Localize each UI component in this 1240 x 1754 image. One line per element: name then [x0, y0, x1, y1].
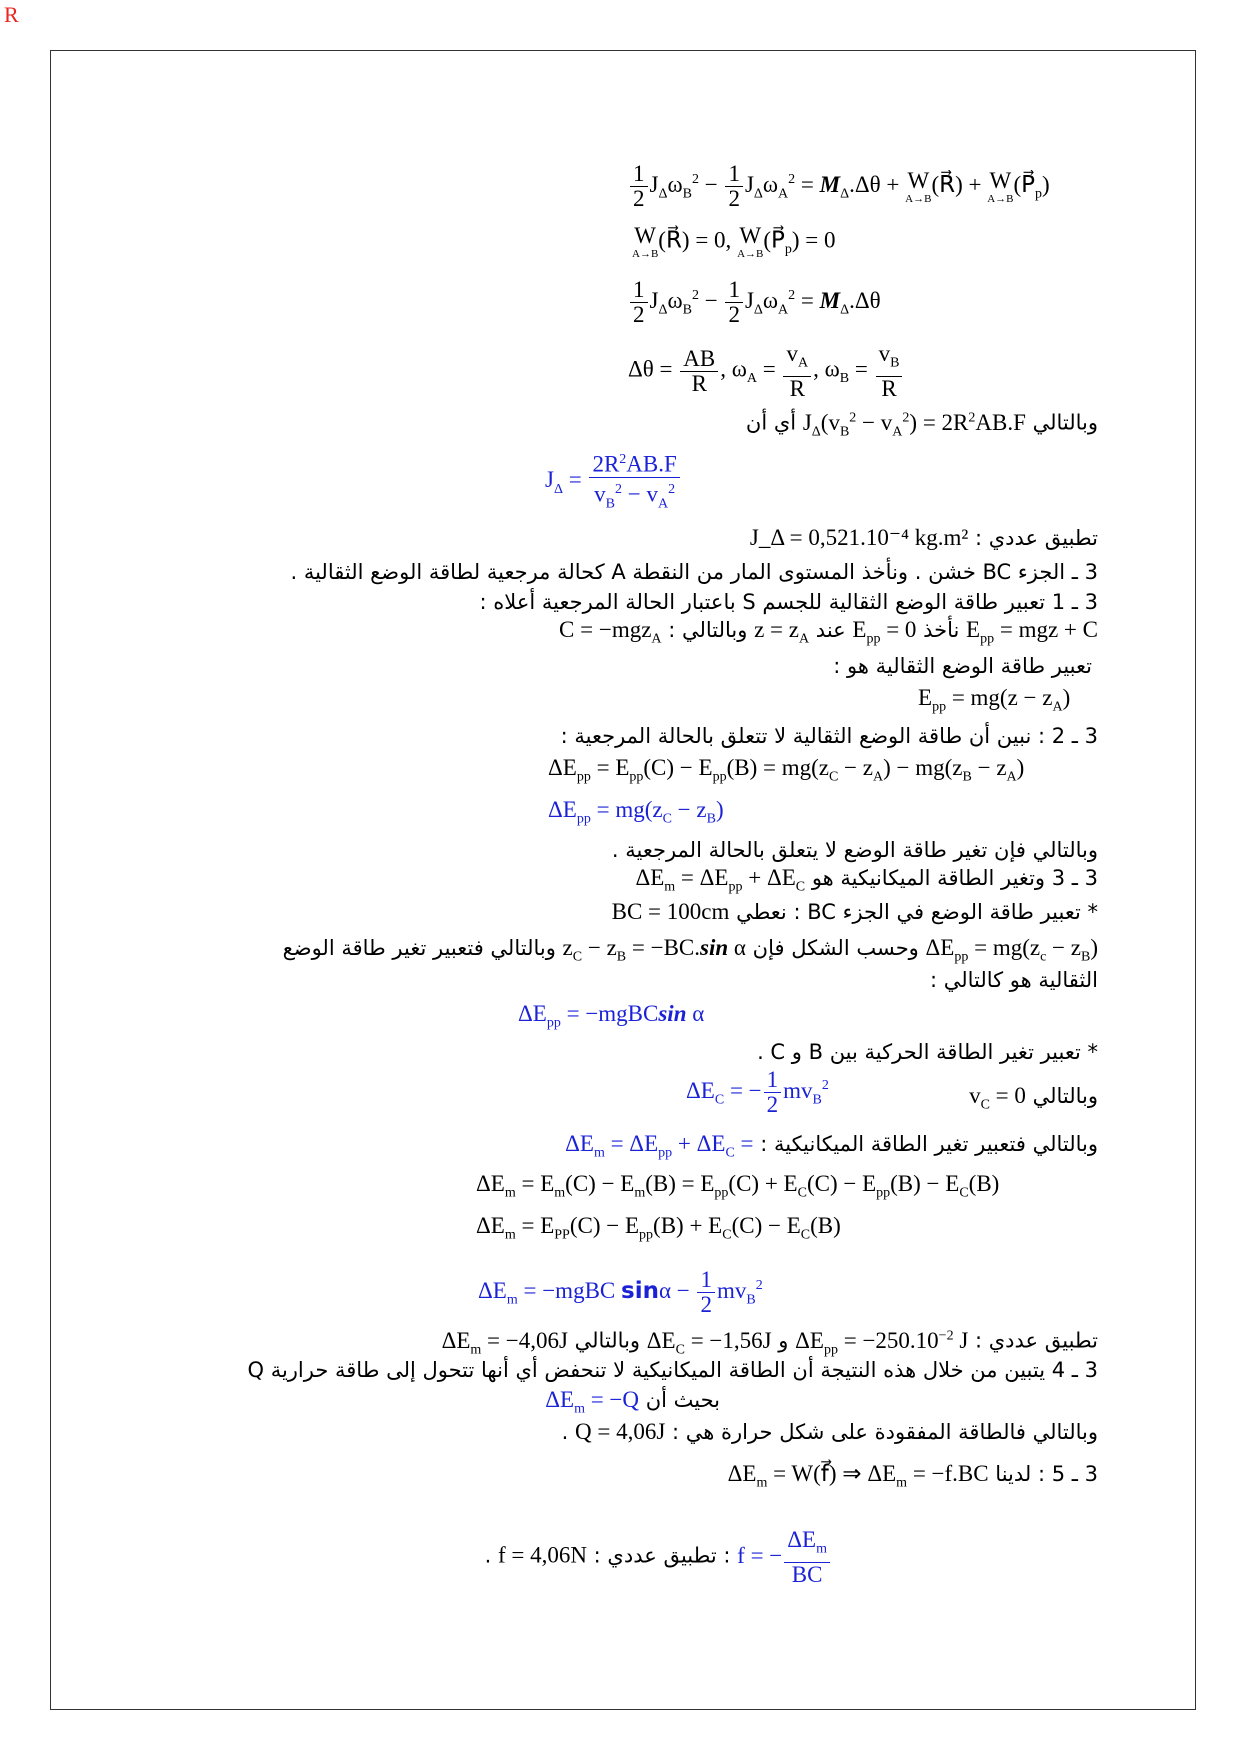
formula-angle-velocities: Δθ = $\frac{AB}{R}$ , $\omega_A$ = $\frac{v_A}{R}$ , $\omega_B$ = $\frac{v_B}{R}$	[628, 342, 904, 401]
part3-q3-numeric: تطبيق عددي : $\Delta E_{pp} = -250.10^{-2}$ J و $\Delta E_C = -1,56J$ وبالتالي $\Delta E_m = -4,06J$	[441, 1327, 1098, 1358]
part3-q3-pp-line: $\Delta E_{pp} = mg(z_c - z_B)$ وحسب الشكل فإن $z_C - z_B = -BC.\sin$ α وبالتالي فتعبير تغير طاقة الوضع	[282, 935, 1098, 965]
formula-delta-ec: $\Delta E_C$ = − $\frac{1}{2}$ $mv_B^2$	[686, 1067, 829, 1117]
line-numeric-J: تطبيق عددي : J_Δ = 0,521.10⁻⁴ kg.m²	[749, 525, 1098, 550]
part3-q5-title: 3 ـ 5 : لدينا $\Delta E_m$ = W(f⃗) ⇒ $\Delta E_m = -f.BC$	[727, 1461, 1098, 1491]
formula-epp: $E_{pp} = mg(z - z_A)$	[918, 685, 1071, 715]
part3-q1-title: 3 ـ 1 تعبير طاقة الوضع الثقالية للجسم S باعتبار الحالة المرجعية أعلاه :	[479, 590, 1098, 614]
part3-q1-line: $E_{pp}$ = mgz + C نأخذ $E_{pp} = 0$ عند $z = z_A$ وبالتالي : C = −mgz$_A$	[559, 617, 1098, 647]
part3-q3-kin-title: * تعبير تغير الطاقة الحركية بين B و C .	[757, 1040, 1098, 1064]
formula-delta-em-final: $\Delta E_m$ = −mgBC sinα − $\frac{1}{2}$ $mv_B^2$	[478, 1267, 763, 1317]
part3-q4-such: بحيث أن $\Delta E_m = -Q$	[545, 1387, 720, 1417]
formula-delta-epp-sin: $\Delta E_{pp}$ = −mgBCsin α	[518, 1001, 705, 1031]
formula-works-zero: W A→B (R⃗) = 0, W A→B $(P⃗_p) = 0$	[632, 223, 836, 260]
part3-q2-conclusion: وبالتالي فإن تغير طاقة الوضع لا يتعلق بالحالة المرجعية .	[611, 838, 1098, 862]
part3-q4-line: 3 ـ 4 يتبين من خلال هذه النتيجة أن الطاقة الميكانيكية لا تنحفض أي أنها تتحول إلى طاقة حرارية Q	[247, 1358, 1098, 1382]
part3-q3-pp-title: * تعبير طاقة الوضع في الجزء BC : نعطي BC = 100cm	[611, 899, 1098, 924]
formula-energy-reduced: $\frac{1}{2}$ $J_\Delta\omega_B^2$ − $\frac{1}{2}$ $J_\Delta\omega_A^2 = M_\Delta.\Delta\theta$	[628, 278, 881, 327]
line-vc-zero: وبالتالي $v_C = 0$	[969, 1083, 1098, 1113]
part3-q4-heat: وبالتالي فالطاقة المفقودة على شكل حرارة هي : Q = 4,06J .	[561, 1419, 1098, 1444]
part3-q3-title: 3 ـ 3 وتغير الطاقة الميكانيكية هو $\Delta E_m = \Delta E_{pp} + \Delta E_C$	[635, 865, 1098, 895]
part3-q1-expr-title: تعبير طاقة الوضع الثقالية هو :	[833, 654, 1092, 678]
part3-q5-numeric: f = − $\frac{\Delta E_m}{BC}$ : تطبيق عددي : f = 4,06N .	[485, 1528, 832, 1587]
part3-q3-mech-line: وبالتالي فتعبير تغير الطاقة الميكانيكية : $\Delta E_m = \Delta E_{pp} + \Delta E_C$ =	[565, 1131, 1098, 1161]
formula-energy-theorem: $\frac{1}{2}$ $J_\Delta\omega_B^2$ − $\frac{1}{2}$ $J_\Delta\omega_A^2 = M_\Delta.\Delta\theta$ + W A→B (R⃗) + W A→B $(P⃗_p)$	[628, 162, 1050, 211]
line-result: وبالتالي $J_\Delta(v_B^2 - v_A^2) = 2R^2AB.F$ أي أن	[745, 409, 1098, 440]
formula-delta-em-expand1: $\Delta E_m = E_m(C) - E_m(B) = E_{pp}(C) + E_C(C) - E_{pp}(B) - E_C(B)$	[476, 1171, 1000, 1201]
formula-delta-epp-expand: $\Delta E_{pp} = E_{pp}(C) - E_{pp}(B) = mg(z_C - z_A) - mg(z_B - z_A)$	[548, 755, 1025, 785]
formula-J-result: $J_\Delta$ = $\frac{2R^2AB.F}{v_B^2 - v_A^2}$	[545, 448, 682, 516]
part3-q3-pp-line-c: الثقالية هو كالتالي :	[929, 968, 1098, 992]
part3-intro: 3 ـ الجزء BC خشن . ونأخذ المستوى المار من النقطة A كحالة مرجعية لطاقة الوضع الثقالية .	[290, 560, 1098, 584]
part3-q2-title: 3 ـ 2 : نبين أن طاقة الوضع الثقالية لا تتعلق بالحالة المرجعية :	[560, 724, 1098, 748]
formula-delta-epp: $\Delta E_{pp} = mg(z_C - z_B)$	[548, 797, 724, 827]
corner-mark: R	[4, 2, 19, 27]
formula-delta-em-expand2: $\Delta E_m = E_{PP}(C) - E_{pp}(B) + E_C(C) - E_C(B)$	[476, 1213, 841, 1243]
